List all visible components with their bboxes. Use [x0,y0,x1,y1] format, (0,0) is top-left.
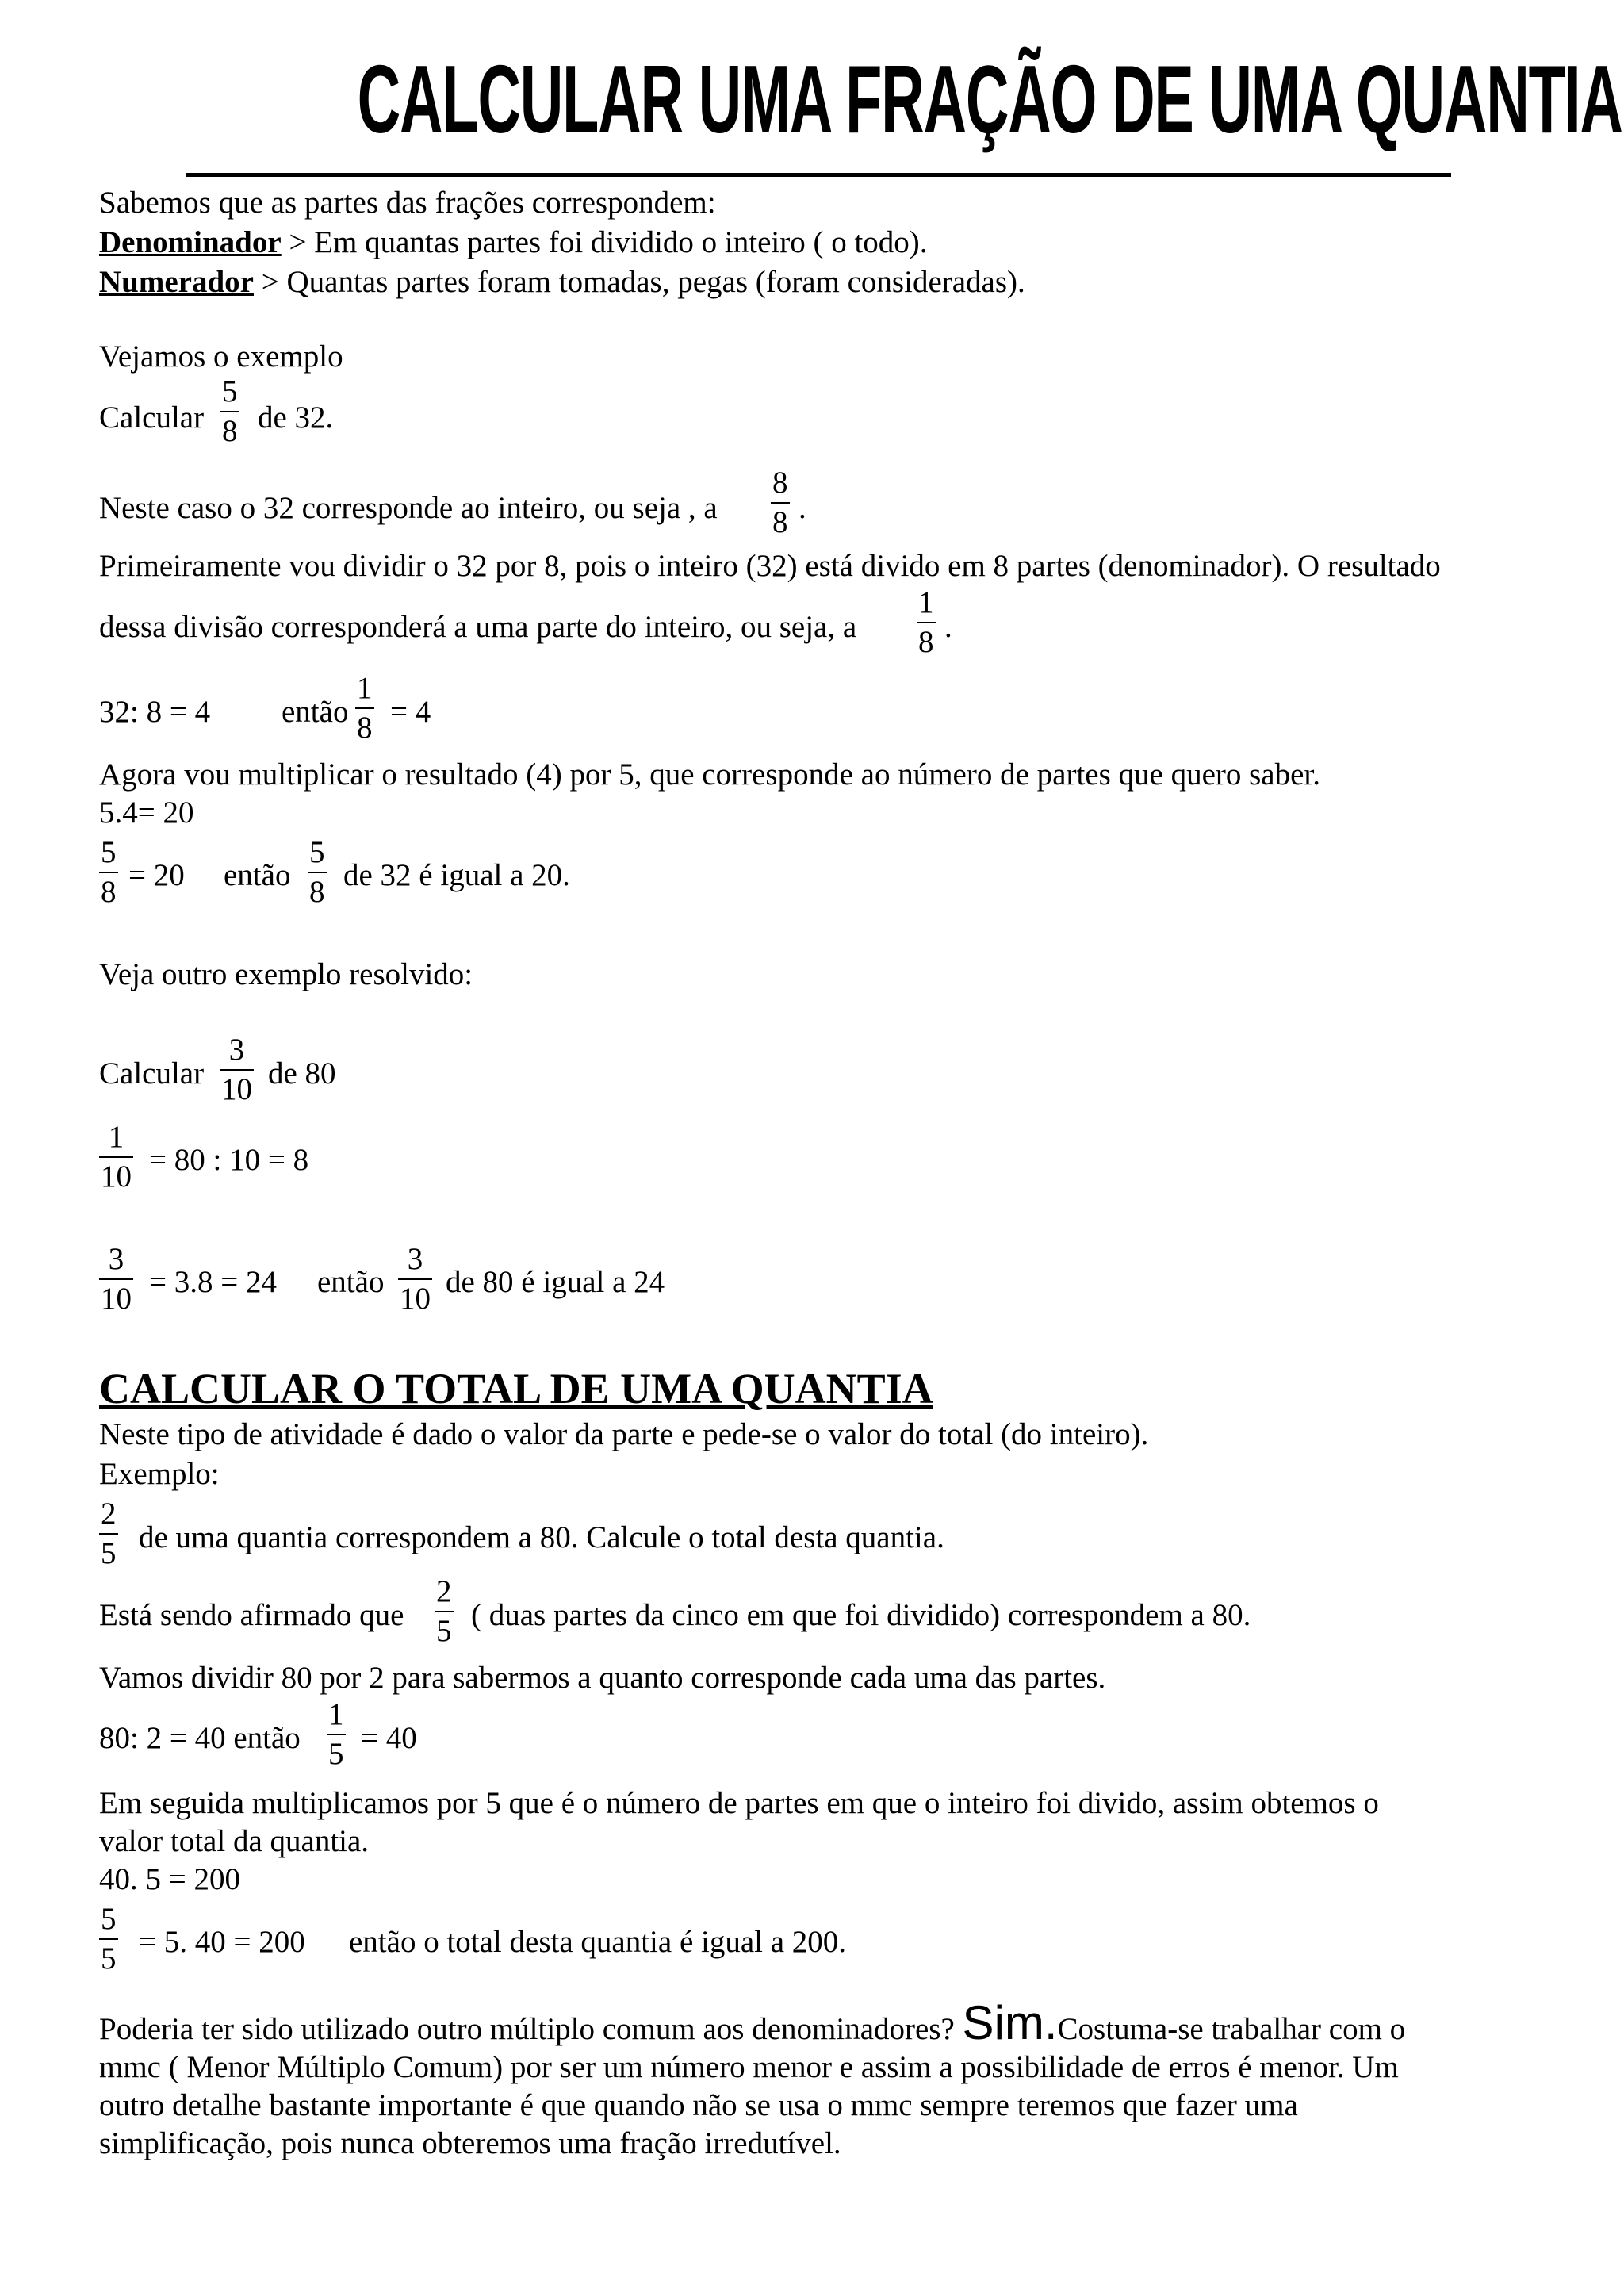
paragraph-line1 [99,1996,1406,2049]
fraction-8-8: 8 8 [772,466,788,539]
product-result: 40. 5 = 200 [99,1862,240,1896]
fraction-2-5: 2 5 [101,1497,117,1570]
equals-200: = 5. 40 = 200 [139,1925,305,1959]
entao-label: então [317,1265,385,1299]
division-result: 80: 2 = 40 então [99,1721,301,1755]
title-underline [186,173,1451,177]
multiply-text: Agora vou multiplicar o resultado (4) por 5, que corresponde ao número de partes que quero saber. [99,757,1321,792]
paragraph-line3: outro detalhe bastante importante é que quando não se usa o mmc sempre teremos que fazer uma [99,2088,1298,2122]
step2-equation: = 3.8 = 24 [149,1265,277,1299]
section-description: Neste tipo de atividade é dado o valor da parte e pede-se o valor do total (do inteiro). [99,1417,1149,1451]
denominador-line [99,224,928,262]
fraction-1-10: 1 10 [101,1120,132,1194]
entao-label: então [224,858,291,892]
fraction-1-8: 1 8 [357,671,373,745]
fraction-3-10: 3 10 [221,1033,252,1106]
intro-line: Sabemos que as partes das frações correspondem: [99,186,716,220]
paragraph-line4: simplificação, pois nunca obteremos uma fração irredutível. [99,2126,841,2160]
period: . [944,610,952,644]
answer-sim: Sim. [962,1996,1058,2049]
denominador-definition: > Em quantas partes foi dividido o inteiro ( o todo). [281,225,928,259]
fraction-1-8: 1 8 [918,585,934,659]
fraction-1-5: 1 5 [328,1697,344,1771]
fraction-2-5: 2 5 [436,1574,452,1648]
fraction-5-8: 5 8 [222,374,238,448]
page-title: CALCULAR UMA FRAÇÃO DE UMA QUANTIA [357,45,1622,153]
example-label: Exemplo: [99,1457,220,1491]
equals-40: = 40 [361,1721,417,1755]
section-title: CALCULAR O TOTAL DE UMA QUANTIA [99,1365,933,1412]
denominador-term: Denominador [99,225,282,259]
equals-4: = 4 [390,695,431,729]
step-divide-line2: dessa divisão corresponderá a uma parte do inteiro, ou seja, a [99,610,857,644]
calc-label: Calcular [99,1056,205,1091]
result-24: de 80 é igual a 24 [446,1265,665,1299]
paragraph-continuation: Costuma-se trabalhar com o [1057,2012,1406,2046]
numerador-definition: > Quantas partes foram tomadas, pegas (foram consideradas). [253,265,1025,299]
division-result: 32: 8 = 4 [99,695,211,729]
period: . [799,491,806,525]
equals-20: = 20 [128,858,185,892]
step-divide-line1: Primeiramente vou dividir o 32 por 8, pois o inteiro (32) está divido em 8 partes (denominador). O resultado [99,549,1441,583]
result-20: de 32 é igual a 20. [343,858,570,892]
fraction-5-5: 5 5 [101,1902,117,1976]
example2-intro: Veja outro exemplo resolvido: [99,957,473,991]
fraction-3-10: 3 10 [101,1242,132,1316]
affirmation-detail: ( duas partes da cinco em que foi dividido) correspondem a 80. [471,1598,1251,1632]
numerador-term: Numerador [99,265,254,299]
fraction-5-8: 5 8 [309,835,325,909]
problem-statement: de uma quantia correspondem a 80. Calcule o total desta quantia. [139,1520,944,1554]
product-result: 5.4= 20 [99,795,194,830]
fraction-3-10: 3 10 [400,1242,431,1316]
fraction-5-8: 5 8 [101,835,117,909]
affirmation-text: Está sendo afirmado que [99,1598,404,1632]
example-intro: Vejamos o exemplo [99,339,343,374]
step1-equation: = 80 : 10 = 8 [149,1143,309,1177]
divide-instruction: Vamos dividir 80 por 2 para sabermos a quanto corresponde cada uma das partes. [99,1661,1106,1695]
multiply-text-line1: Em seguida multiplicamos por 5 que é o número de partes em que o inteiro foi divido, assim obtemos o [99,1786,1379,1820]
question-text: Poderia ter sido utilizado outro múltiplo comum aos denominadores? [99,2012,963,2046]
total-result: então o total desta quantia é igual a 200. [349,1925,847,1959]
multiply-text-line2: valor total da quantia. [99,1824,370,1858]
calc-of-32: de 32. [258,401,334,435]
entao-label: então [282,695,349,729]
paragraph-line2: mmc ( Menor Múltiplo Comum) por ser um número menor e assim a possibilidade de erros é menor. Um [99,2050,1399,2084]
numerador-line [99,263,1025,301]
calc-of-80: de 80 [268,1056,336,1091]
calc-label: Calcular [99,401,205,435]
whole-statement: Neste caso o 32 corresponde ao inteiro, ou seja , a [99,491,718,525]
